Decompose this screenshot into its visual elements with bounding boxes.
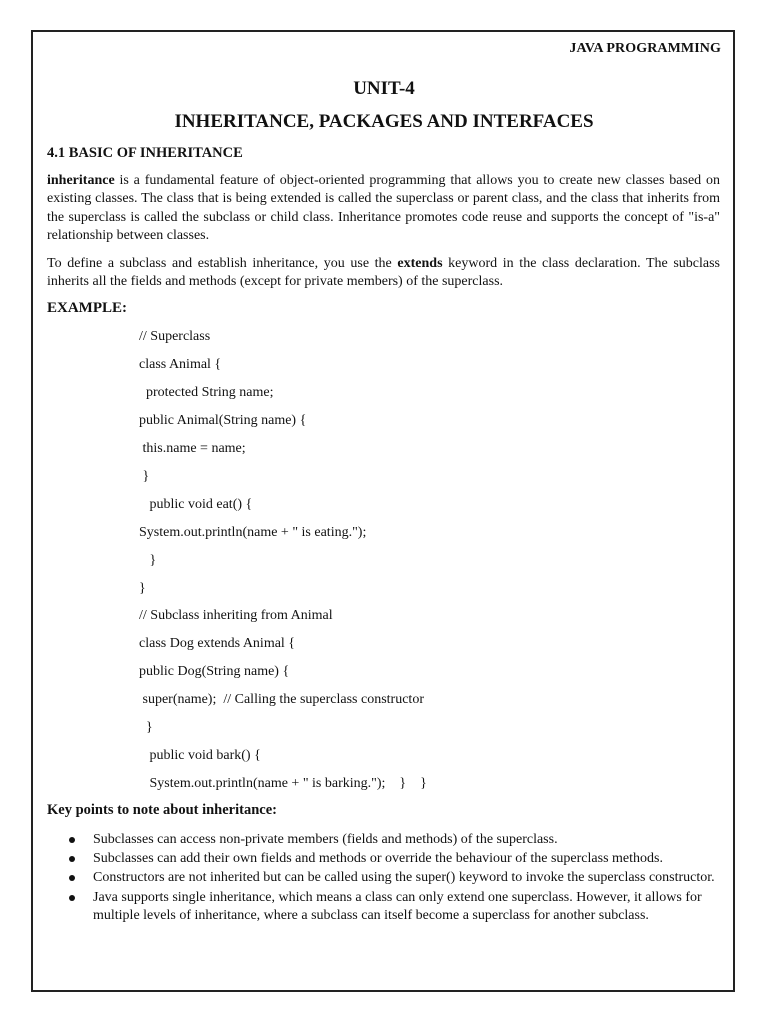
list-item xyxy=(47,869,720,887)
code-line: public void eat() { xyxy=(139,497,253,512)
code-line: System.out.println(name + " is barking."); } } xyxy=(139,776,427,791)
list-item-text: Java supports single inheritance, which means a class can only extend one superclass. However, it allows for multiple levels of inheritance, where a subclass can itself become a superclass for another subclass. xyxy=(93,889,702,923)
bullet-icon xyxy=(69,895,75,901)
code-line: class Animal { xyxy=(139,357,222,372)
paragraph-extends xyxy=(47,255,720,292)
code-line: // Subclass inheriting from Animal xyxy=(139,608,333,623)
paragraph-extends-after: keyword in the class declaration. The subclass inherits all the fields and methods (except for private members) of the superclass. xyxy=(47,256,720,290)
list-item-text: Subclasses can access non-private members (fields and methods) of the superclass. xyxy=(93,832,558,847)
list-item xyxy=(47,850,720,868)
bullet-icon xyxy=(69,875,75,881)
page-title: INHERITANCE, PACKAGES AND INTERFACES xyxy=(174,111,594,132)
code-line: protected String name; xyxy=(139,385,274,400)
bullet-icon xyxy=(69,856,75,862)
keypoints-list xyxy=(47,831,720,926)
code-line: } xyxy=(139,720,153,735)
code-line: this.name = name; xyxy=(139,441,246,456)
course-header: JAVA PROGRAMMING xyxy=(569,41,721,56)
list-item xyxy=(47,889,720,925)
keypoints-heading: Key points to note about inheritance: xyxy=(47,802,277,818)
code-line: super(name); // Calling the superclass constructor xyxy=(139,692,424,707)
example-label: EXAMPLE: xyxy=(47,300,127,316)
code-line: public Dog(String name) { xyxy=(139,664,290,679)
paragraph-extends-before: To define a subclass and establish inheritance, you use the xyxy=(47,256,398,271)
keyword-extends: extends xyxy=(397,256,443,271)
list-item xyxy=(47,831,720,849)
code-line: public void bark() { xyxy=(139,748,261,763)
section-heading: 4.1 BASIC OF INHERITANCE xyxy=(47,145,243,161)
bullet-icon xyxy=(69,837,75,843)
code-line: } xyxy=(139,553,157,568)
code-line: } xyxy=(139,469,150,484)
code-line: // Superclass xyxy=(139,329,211,344)
code-line: System.out.println(name + " is eating."); xyxy=(139,525,367,540)
paragraph-definition xyxy=(47,172,720,245)
list-item-text: Subclasses can add their own fields and methods or override the behaviour of the superclass methods. xyxy=(93,851,663,867)
unit-title: UNIT-4 xyxy=(353,78,415,99)
term-inheritance: inheritance xyxy=(47,173,115,188)
list-item-text: Constructors are not inherited but can be called using the super() keyword to invoke the superclass constructor. xyxy=(93,870,715,886)
code-line: } xyxy=(139,581,146,596)
code-line: class Dog extends Animal { xyxy=(139,636,296,651)
paragraph-definition-text: is a fundamental feature of object-oriented programming that allows you to create new classes based on existing classes. The class that is being extended is called the superclass or parent class, and the class that inherits from the superclass is called the subclass or child class. Inheritance promotes code reuse and supports the concept of "is-a" relationship between classes. xyxy=(47,173,720,243)
code-line: public Animal(String name) { xyxy=(139,413,307,428)
